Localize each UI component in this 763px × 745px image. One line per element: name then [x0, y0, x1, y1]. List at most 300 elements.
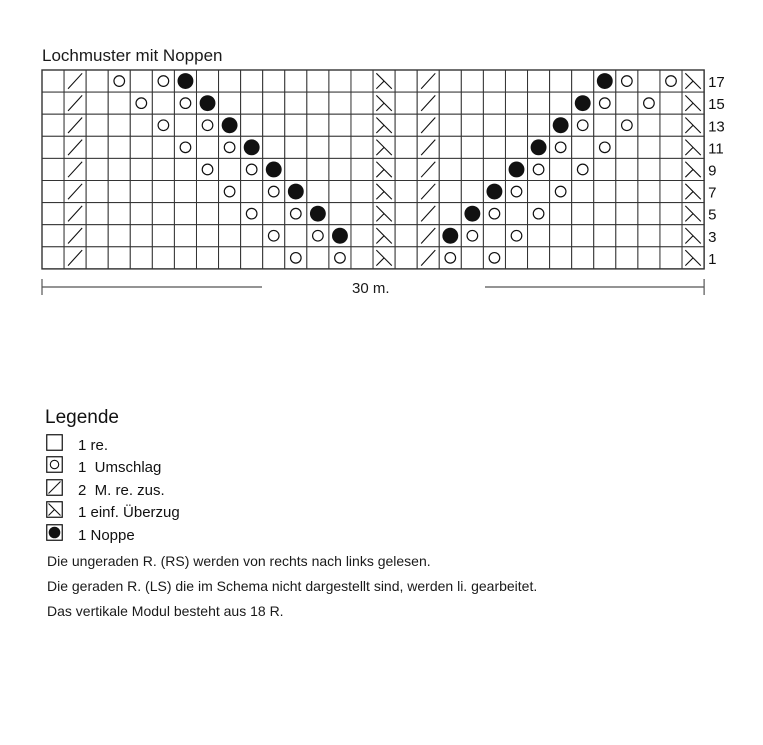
skp-cell — [373, 70, 395, 92]
yarn-over-icon — [46, 456, 63, 473]
knit-cell — [616, 225, 638, 247]
knit-cell — [638, 181, 660, 203]
bobble-icon — [486, 184, 502, 200]
knit-cell — [219, 158, 241, 180]
skp-cell — [682, 92, 704, 114]
knit-cell — [461, 247, 483, 269]
knit-cell — [329, 92, 351, 114]
knit-cell — [439, 181, 461, 203]
yarn-over-cell — [329, 247, 351, 269]
k2tog-cell — [64, 92, 86, 114]
knit-cell — [572, 247, 594, 269]
chart-title: Lochmuster mit Noppen — [42, 46, 223, 65]
knit-cell — [461, 181, 483, 203]
knit-cell — [152, 181, 174, 203]
knit-cell — [285, 158, 307, 180]
skp-cell — [682, 181, 704, 203]
knit-cell — [42, 92, 64, 114]
knit-cell — [395, 225, 417, 247]
bobble-cell — [461, 203, 483, 225]
note-odd-rows: Die ungeraden R. (RS) werden von rechts nach links gelesen. — [47, 553, 431, 569]
knit-cell — [439, 92, 461, 114]
knit-cell — [616, 92, 638, 114]
knit-cell — [550, 158, 572, 180]
knit-cell — [152, 225, 174, 247]
knit-cell — [152, 203, 174, 225]
knit-cell — [86, 114, 108, 136]
knit-cell — [307, 158, 329, 180]
legend-label: 1 Umschlag — [78, 459, 162, 477]
knit-cell — [196, 247, 218, 269]
k2tog-cell — [417, 114, 439, 136]
knit-cell — [638, 70, 660, 92]
bobble-icon — [464, 206, 480, 222]
chart-row-1 — [42, 247, 704, 269]
knit-cell — [86, 136, 108, 158]
bobble-cell — [219, 114, 241, 136]
knit-cell — [594, 181, 616, 203]
knit-cell — [174, 181, 196, 203]
knit-cell — [329, 203, 351, 225]
knit-cell — [86, 247, 108, 269]
yarn-over-cell — [505, 225, 527, 247]
knit-cell — [42, 225, 64, 247]
knit-cell — [638, 247, 660, 269]
knit-cell — [505, 114, 527, 136]
knit-cell — [483, 225, 505, 247]
yarn-over-cell — [285, 203, 307, 225]
yarn-over-cell — [594, 136, 616, 158]
knit-cell — [285, 136, 307, 158]
knit-cell — [616, 203, 638, 225]
skp-decrease-icon — [46, 501, 63, 518]
knit-cell — [219, 92, 241, 114]
k2tog-cell — [417, 158, 439, 180]
knit-cell — [505, 247, 527, 269]
bobble-cell — [285, 181, 307, 203]
yarn-over-cell — [660, 70, 682, 92]
knit-cell — [241, 225, 263, 247]
knit-cell — [351, 225, 373, 247]
knit-cell — [174, 247, 196, 269]
bobble-cell — [439, 225, 461, 247]
bobble-icon — [531, 139, 547, 155]
knit-cell — [108, 247, 130, 269]
knit-cell — [196, 203, 218, 225]
row-labels — [708, 74, 725, 268]
bobble-cell — [241, 136, 263, 158]
skp-cell — [682, 136, 704, 158]
knit-cell — [528, 114, 550, 136]
knit-cell — [572, 136, 594, 158]
k2tog-cell — [64, 136, 86, 158]
knit-cell — [263, 203, 285, 225]
knit-cell — [130, 114, 152, 136]
chart-row-3 — [42, 225, 704, 247]
knit-cell — [42, 181, 64, 203]
knit-cell — [505, 136, 527, 158]
k2tog-cell — [64, 203, 86, 225]
knit-cell — [616, 136, 638, 158]
knit-cell — [130, 136, 152, 158]
chart-row-9 — [42, 158, 704, 180]
row-label: 3 — [708, 228, 717, 246]
knit-cell — [42, 136, 64, 158]
knit-cell — [329, 114, 351, 136]
bobble-cell — [307, 203, 329, 225]
knit-cell — [130, 247, 152, 269]
yarn-over-cell — [196, 158, 218, 180]
knit-cell — [329, 158, 351, 180]
yarn-over-cell — [483, 203, 505, 225]
knit-cell — [219, 247, 241, 269]
yarn-over-cell — [241, 203, 263, 225]
skp-cell — [682, 247, 704, 269]
yarn-over-cell — [307, 225, 329, 247]
knit-cell — [483, 136, 505, 158]
knit-cell — [108, 203, 130, 225]
knit-cell — [461, 136, 483, 158]
bobble-icon — [288, 184, 304, 200]
knit-cell — [572, 203, 594, 225]
yarn-over-cell — [263, 181, 285, 203]
yarn-over-cell — [285, 247, 307, 269]
bobble-cell — [505, 158, 527, 180]
bobble-cell — [572, 92, 594, 114]
knit-cell — [108, 181, 130, 203]
chart-row-13 — [42, 114, 704, 136]
knit-cell — [594, 203, 616, 225]
bobble-icon — [332, 228, 348, 244]
knit-cell — [130, 70, 152, 92]
bobble-cell — [528, 136, 550, 158]
knit-cell — [638, 136, 660, 158]
knit-cell — [219, 70, 241, 92]
yarn-over-cell — [572, 114, 594, 136]
knit-cell — [572, 181, 594, 203]
yarn-over-cell — [174, 136, 196, 158]
knit-cell — [307, 114, 329, 136]
row-label: 15 — [708, 96, 725, 114]
yarn-over-cell — [638, 92, 660, 114]
bobble-icon — [442, 228, 458, 244]
knit-cell — [439, 114, 461, 136]
knit-cell — [395, 70, 417, 92]
bobble-cell — [594, 70, 616, 92]
yarn-over-cell — [572, 158, 594, 180]
bobble-icon — [597, 73, 613, 89]
skp-cell — [373, 136, 395, 158]
yarn-over-cell — [152, 114, 174, 136]
knit-cell — [351, 114, 373, 136]
knit-cell — [594, 114, 616, 136]
k2tog-cell — [64, 247, 86, 269]
knit-cell — [505, 70, 527, 92]
knit-cell — [130, 225, 152, 247]
knit-cell — [395, 136, 417, 158]
knit-cell — [196, 181, 218, 203]
knit-cell — [86, 181, 108, 203]
knit-stitch-icon — [46, 434, 63, 451]
yarn-over-cell — [616, 70, 638, 92]
knit-cell — [241, 114, 263, 136]
knit-cell — [351, 203, 373, 225]
row-label: 1 — [708, 250, 717, 268]
knit-cell — [660, 92, 682, 114]
k2tog-cell — [417, 70, 439, 92]
yarn-over-cell — [152, 70, 174, 92]
legend-label: 1 einf. Überzug — [78, 504, 180, 522]
knit-cell — [439, 136, 461, 158]
knit-cell — [263, 92, 285, 114]
bobble-cell — [196, 92, 218, 114]
knit-cell — [86, 70, 108, 92]
knit-cell — [528, 181, 550, 203]
bobble-cell — [263, 158, 285, 180]
legend-label: 1 re. — [78, 437, 109, 454]
knit-cell — [108, 225, 130, 247]
row-label: 9 — [708, 162, 717, 180]
knit-cell — [42, 203, 64, 225]
legend-title: Legende — [45, 407, 119, 428]
knit-cell — [241, 70, 263, 92]
knit-cell — [638, 158, 660, 180]
knit-cell — [152, 92, 174, 114]
legend-label: 1 Noppe — [78, 526, 135, 544]
row-label: 5 — [708, 206, 717, 224]
bobble-icon — [178, 73, 194, 89]
notes — [47, 551, 537, 626]
knit-cell — [86, 203, 108, 225]
k2tog-cell — [417, 181, 439, 203]
knit-cell — [439, 70, 461, 92]
knit-cell — [263, 70, 285, 92]
knitting-chart — [0, 0, 763, 320]
knit-cell — [550, 247, 572, 269]
note-even-rows: Die geraden R. (LS) die im Schema nicht dargestellt sind, werden li. gearbeitet. — [47, 578, 538, 594]
k2tog-cell — [64, 114, 86, 136]
knit-cell — [241, 181, 263, 203]
knit-cell — [616, 181, 638, 203]
knit-cell — [660, 114, 682, 136]
knit-cell — [528, 92, 550, 114]
knit-cell — [528, 225, 550, 247]
knit-cell — [174, 158, 196, 180]
k2tog-cell — [64, 70, 86, 92]
bobble-icon — [244, 139, 260, 155]
knit-cell — [152, 136, 174, 158]
knit-cell — [130, 181, 152, 203]
knit-cell — [307, 247, 329, 269]
knit-cell — [483, 70, 505, 92]
k2tog-cell — [417, 247, 439, 269]
knit-cell — [130, 158, 152, 180]
yarn-over-cell — [263, 225, 285, 247]
yarn-over-cell — [483, 247, 505, 269]
skp-cell — [373, 158, 395, 180]
knit-cell — [483, 92, 505, 114]
knit-cell — [152, 247, 174, 269]
row-label: 7 — [708, 184, 717, 202]
bobble-icon — [46, 524, 63, 541]
yarn-over-cell — [219, 136, 241, 158]
knit-cell — [307, 136, 329, 158]
stitch-count-label: 30 m. — [352, 280, 390, 297]
knit-cell — [616, 247, 638, 269]
knit-cell — [351, 181, 373, 203]
yarn-over-cell — [130, 92, 152, 114]
knit-cell — [307, 92, 329, 114]
k2tog-cell — [417, 203, 439, 225]
knit-cell — [461, 92, 483, 114]
knit-cell — [219, 225, 241, 247]
skp-cell — [373, 114, 395, 136]
bobble-icon — [310, 206, 326, 222]
knit-cell — [638, 114, 660, 136]
knit-cell — [351, 247, 373, 269]
bobble-icon — [266, 162, 282, 178]
k2tog-icon — [46, 479, 63, 496]
knit-cell — [263, 247, 285, 269]
knit-cell — [351, 70, 373, 92]
knit-cell — [152, 158, 174, 180]
knit-cell — [285, 225, 307, 247]
bobble-icon — [222, 117, 238, 133]
yarn-over-cell — [528, 158, 550, 180]
k2tog-cell — [64, 158, 86, 180]
knit-cell — [395, 158, 417, 180]
yarn-over-cell — [196, 114, 218, 136]
bobble-cell — [483, 181, 505, 203]
knit-cell — [395, 181, 417, 203]
knit-cell — [196, 70, 218, 92]
knit-cell — [108, 92, 130, 114]
knit-cell — [329, 136, 351, 158]
bobble-icon — [200, 95, 216, 111]
knit-cell — [351, 136, 373, 158]
knit-cell — [572, 70, 594, 92]
k2tog-cell — [417, 225, 439, 247]
knit-cell — [528, 247, 550, 269]
k2tog-cell — [417, 92, 439, 114]
knit-cell — [351, 158, 373, 180]
bobble-icon — [509, 162, 525, 178]
knit-cell — [42, 158, 64, 180]
knit-cell — [329, 70, 351, 92]
chart-row-17 — [42, 70, 704, 92]
knit-cell — [285, 92, 307, 114]
bobble-icon — [553, 117, 569, 133]
skp-cell — [373, 247, 395, 269]
legend-label: 2 M. re. zus. — [78, 481, 165, 499]
knit-cell — [174, 203, 196, 225]
row-label: 13 — [708, 118, 725, 136]
knit-cell — [550, 70, 572, 92]
yarn-over-cell — [594, 92, 616, 114]
knit-cell — [241, 247, 263, 269]
knit-cell — [638, 203, 660, 225]
chart-grid — [42, 70, 704, 269]
chart-row-15 — [42, 92, 704, 114]
knit-cell — [505, 92, 527, 114]
knit-cell — [196, 136, 218, 158]
knit-cell — [660, 181, 682, 203]
knit-cell — [505, 203, 527, 225]
knit-cell — [86, 92, 108, 114]
knit-cell — [660, 247, 682, 269]
knit-cell — [395, 114, 417, 136]
knit-cell — [638, 225, 660, 247]
knit-cell — [395, 92, 417, 114]
knit-cell — [196, 225, 218, 247]
yarn-over-cell — [528, 203, 550, 225]
note-vertical-repeat: Das vertikale Modul besteht aus 18 R. — [47, 603, 284, 619]
yarn-over-cell — [550, 181, 572, 203]
knit-cell — [395, 247, 417, 269]
knit-cell — [108, 114, 130, 136]
bobble-cell — [329, 225, 351, 247]
knit-cell — [42, 114, 64, 136]
knit-cell — [86, 225, 108, 247]
knit-cell — [594, 225, 616, 247]
bobble-cell — [174, 70, 196, 92]
knit-cell — [174, 225, 196, 247]
skp-cell — [373, 225, 395, 247]
knit-cell — [219, 203, 241, 225]
knit-cell — [461, 158, 483, 180]
yarn-over-cell — [241, 158, 263, 180]
k2tog-cell — [417, 136, 439, 158]
knit-cell — [439, 203, 461, 225]
knit-cell — [483, 114, 505, 136]
yarn-over-cell — [550, 136, 572, 158]
skp-cell — [682, 158, 704, 180]
knit-cell — [241, 92, 263, 114]
knit-cell — [660, 225, 682, 247]
knit-cell — [461, 114, 483, 136]
k2tog-cell — [64, 181, 86, 203]
knit-cell — [550, 203, 572, 225]
row-label: 11 — [708, 140, 724, 158]
knit-cell — [550, 225, 572, 247]
chart-row-5 — [42, 203, 704, 225]
skp-cell — [682, 114, 704, 136]
skp-cell — [373, 181, 395, 203]
knit-cell — [528, 70, 550, 92]
knit-cell — [660, 203, 682, 225]
row-label: 17 — [708, 74, 725, 92]
knit-cell — [285, 70, 307, 92]
knit-cell — [174, 114, 196, 136]
knit-cell — [395, 203, 417, 225]
yarn-over-cell — [219, 181, 241, 203]
knit-cell — [108, 158, 130, 180]
skp-cell — [682, 225, 704, 247]
yarn-over-cell — [439, 247, 461, 269]
knit-cell — [42, 247, 64, 269]
skp-cell — [682, 70, 704, 92]
knit-cell — [550, 92, 572, 114]
yarn-over-cell — [174, 92, 196, 114]
skp-cell — [373, 92, 395, 114]
yarn-over-cell — [108, 70, 130, 92]
knit-cell — [108, 136, 130, 158]
k2tog-cell — [64, 225, 86, 247]
skp-cell — [373, 203, 395, 225]
knit-cell — [439, 158, 461, 180]
knit-cell — [263, 114, 285, 136]
yarn-over-cell — [505, 181, 527, 203]
